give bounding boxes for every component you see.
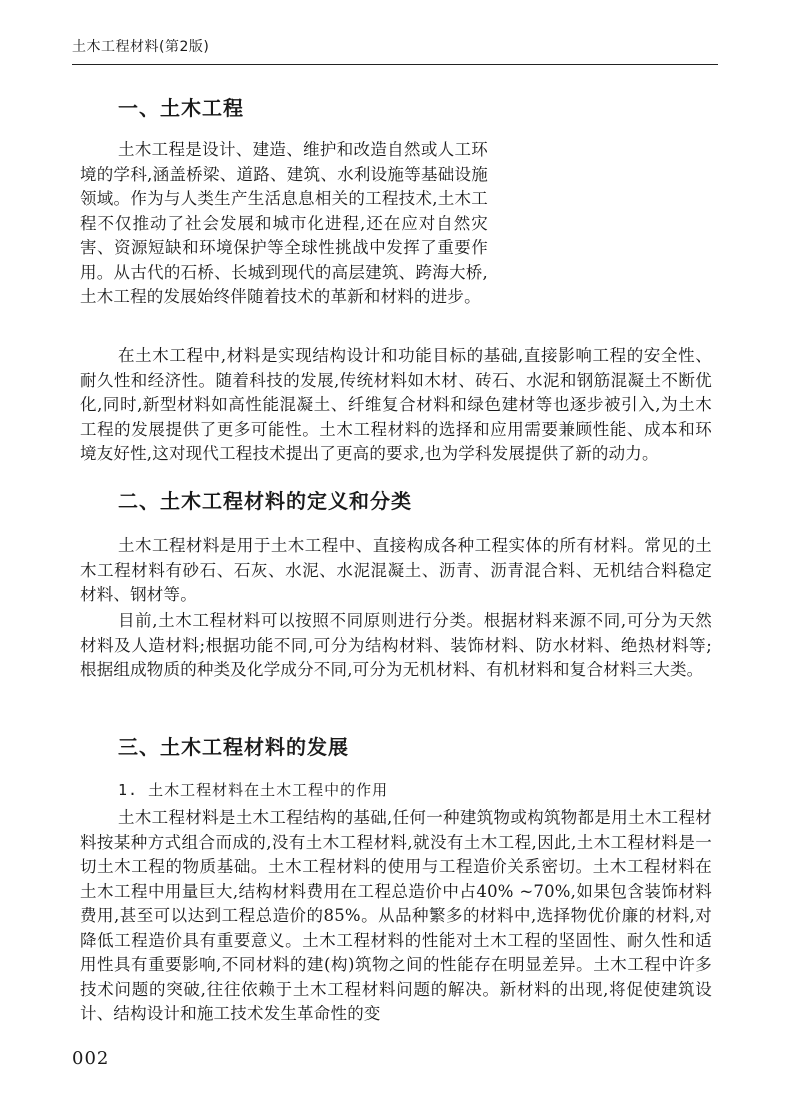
section-heading-definition-classification: 二、土木工程材料的定义和分类 — [118, 489, 412, 513]
paragraph-classification: 目前,土木工程材料可以按照不同原则进行分类。根据材料来源不同,可分为天然材料及人造材料;根据功能不同,可分为结构材料、装饰材料、防水材料、绝热材料等;根据组成物质的种类及化学成分不同,可分为无机材料、有机材料和复合材料三大类。 — [80, 611, 712, 679]
paragraph-materials-role: 在土木工程中,材料是实现结构设计和功能目标的基础,直接影响工程的安全性、耐久性和经济性。随着科技的发展,传统材料如木材、砖石、水泥和钢筋混凝土不断优化,同时,新型材料如高性能混凝土、纤维复合材料和绿色建材等也逐步被引入,为土木工程的发展提供了更多可能性。土木工程材料的选择和应用需要兼顾性能、成本和环境友好性,这对现代工程技术提出了更高的要求,也为学科发展提供了新的动力。 — [80, 346, 712, 463]
section-heading-materials-development: 三、土木工程材料的发展 — [118, 735, 349, 759]
subheading-materials-role: 1. 土木工程材料在土木工程中的作用 — [118, 781, 389, 799]
running-header: 土木工程材料(第2版) — [72, 39, 210, 55]
paragraph-definition: 土木工程材料是用于土木工程中、直接构成各种工程实体的所有材料。常见的土木工程材料有砂石、石灰、水泥、水泥混凝土、沥青、沥青混合料、无机结合料稳定材料、钢材等。 — [80, 536, 712, 604]
page-number: 002 — [72, 1048, 110, 1069]
paragraph-materials-importance: 土木工程材料是土木工程结构的基础,任何一种建筑物或构筑物都是用土木工程材料按某种方式组合而成的,没有土木工程材料,就没有土木工程,因此,土木工程材料是一切土木工程的物质基础。土木工程材料的使用与工程造价关系密切。土木工程材料在土木工程中用量巨大,结构材料费用在工程总造价中占40% ~70%,如果包含装饰材料费用,甚至可以达到工程总造价的85%。从品种繁多的材料中,选择物优价廉的材料,对降低工程造价具有重要意义。土木工程材料的性能对土木工程的坚固性、耐久性和适用性具有重要影响,不同材料的建(构)筑物之间的性能存在明显差异。土木工程中许多技术问题的突破,往往依赖于土木工程材料问题的解决。新材料的出现,将促使建筑设计、结构设计和施工技术发生革命性的变 — [80, 808, 712, 1023]
header-rule — [72, 64, 718, 65]
section-heading-civil-engineering: 一、土木工程 — [118, 96, 244, 120]
paragraph-civil-engineering-intro: 土木工程是设计、建造、维护和改造自然或人工环境的学科,涵盖桥梁、道路、建筑、水利设施等基础设施领域。作为与人类生产生活息息相关的工程技术,土木工程不仅推动了社会发展和城市化进程,还在应对自然灾害、资源短缺和环境保护等全球性挑战中发挥了重要作用。从古代的石桥、长城到现代的高层建筑、跨海大桥,土木工程的发展始终伴随着技术的革新和材料的进步。 — [80, 140, 488, 306]
